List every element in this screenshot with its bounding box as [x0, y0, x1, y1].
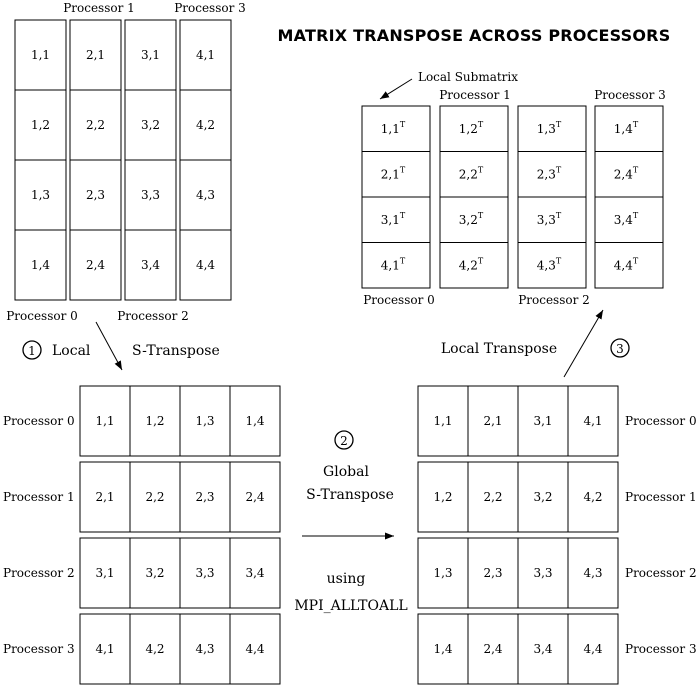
initial-cell: 3,4	[140, 258, 161, 272]
step-2-number: 2	[340, 434, 348, 448]
left-rows-cell: 3,2	[145, 566, 165, 580]
right-rows-cell: 4,2	[583, 490, 603, 504]
final-cell-index: 4,2	[458, 258, 478, 273]
transpose-superscript: T	[477, 210, 484, 220]
final-matrix	[362, 106, 663, 288]
right-rows-cell: 1,4	[433, 642, 453, 656]
transpose-superscript: T	[399, 256, 406, 266]
left-rows-cell: 2,4	[245, 490, 265, 504]
transpose-superscript: T	[632, 256, 639, 266]
initial-cell: 3,1	[140, 48, 161, 62]
right-rows-processor-label: Processor 2	[625, 566, 697, 580]
step-2-line-3: using	[326, 571, 366, 587]
final-cell-index: 2,4	[613, 167, 633, 182]
right-rows-processor-label: Processor 1	[625, 490, 697, 504]
transpose-superscript: T	[555, 210, 562, 220]
initial-bottom-label-0: Processor 0	[6, 309, 78, 323]
left-rows-cell: 1,4	[245, 414, 265, 428]
step-3-number: 3	[616, 342, 624, 356]
left-rows-processor-label: Processor 0	[3, 414, 75, 428]
right-rows-cell: 1,1	[433, 414, 453, 428]
final-cell-index: 3,2	[458, 212, 478, 227]
initial-cell: 2,4	[85, 258, 106, 272]
initial-cell: 4,3	[195, 188, 216, 202]
right-rows-cell: 3,2	[533, 490, 553, 504]
final-cell-index: 1,4	[613, 121, 633, 136]
initial-cell: 2,2	[85, 118, 106, 132]
final-top-label-1: Processor 1	[439, 88, 511, 102]
initial-cell: 3,2	[140, 118, 161, 132]
left-rows-cell: 2,1	[95, 490, 115, 504]
left-rows-cell: 4,3	[195, 642, 215, 656]
initial-cell: 2,3	[85, 188, 106, 202]
initial-cell: 1,2	[30, 118, 51, 132]
left-rows-cell: 4,1	[95, 642, 115, 656]
left-rows-cell: 3,4	[245, 566, 265, 580]
final-cell-index: 3,1	[380, 212, 400, 227]
initial-cell: 1,3	[30, 188, 51, 202]
initial-cell: 1,1	[30, 48, 51, 62]
step-1-number: 1	[28, 344, 36, 358]
transpose-superscript: T	[477, 119, 484, 129]
step-2-line-2: S-Transpose	[306, 487, 394, 503]
right-rows-cell: 2,2	[483, 490, 503, 504]
transpose-superscript: T	[477, 256, 484, 266]
local-submatrix-label: Local Submatrix	[417, 70, 519, 84]
final-cell-index: 1,1	[380, 121, 400, 136]
transpose-superscript: T	[555, 119, 562, 129]
transpose-superscript: T	[399, 210, 406, 220]
step-2-line-1: Global	[323, 464, 369, 480]
transpose-superscript: T	[399, 119, 406, 129]
transpose-superscript: T	[555, 165, 562, 175]
initial-matrix	[15, 20, 231, 300]
left-rows-processor-label: Processor 3	[3, 642, 75, 656]
final-bottom-label-0: Processor 0	[363, 293, 435, 307]
final-cell-index: 4,4	[613, 258, 633, 273]
transpose-superscript: T	[477, 165, 484, 175]
final-cell-index: 1,2	[458, 121, 478, 136]
global-s-transposed-matrix	[418, 386, 697, 684]
left-rows-cell: 2,3	[195, 490, 215, 504]
right-rows-cell: 2,3	[483, 566, 503, 580]
step-2-line-4: MPI_ALLTOALL	[294, 598, 408, 614]
initial-top-label-3: Processor 3	[174, 1, 246, 15]
right-rows-cell: 2,4	[483, 642, 503, 656]
left-rows-cell: 4,4	[245, 642, 265, 656]
local-s-transposed-matrix	[3, 386, 280, 684]
right-rows-cell: 1,3	[433, 566, 453, 580]
step-1-label-b: S-Transpose	[132, 343, 220, 359]
final-cell-index: 3,3	[536, 212, 556, 227]
transpose-superscript: T	[555, 256, 562, 266]
left-rows-cell: 1,1	[95, 414, 115, 428]
final-cell-index: 2,3	[536, 167, 556, 182]
left-rows-cell: 1,2	[145, 414, 165, 428]
transpose-superscript: T	[632, 210, 639, 220]
right-rows-cell: 4,1	[583, 414, 603, 428]
initial-bottom-label-2: Processor 2	[117, 309, 189, 323]
diagram-title: MATRIX TRANSPOSE ACROSS PROCESSORS	[277, 26, 671, 45]
right-rows-cell: 3,4	[533, 642, 553, 656]
final-cell-index: 2,2	[458, 167, 478, 182]
initial-cell: 3,3	[140, 188, 161, 202]
final-top-label-3: Processor 3	[594, 88, 666, 102]
right-rows-cell: 2,1	[483, 414, 503, 428]
right-rows-processor-label: Processor 3	[625, 642, 697, 656]
local-submatrix-arrow	[380, 79, 412, 99]
left-rows-processor-label: Processor 1	[3, 490, 75, 504]
transpose-superscript: T	[632, 165, 639, 175]
final-cell-index: 3,4	[613, 212, 633, 227]
final-cell-index: 2,1	[380, 167, 400, 182]
left-rows-cell: 3,3	[195, 566, 215, 580]
left-rows-cell: 2,2	[145, 490, 165, 504]
step-3-label: Local Transpose	[440, 341, 558, 357]
transpose-superscript: T	[399, 165, 406, 175]
transpose-superscript: T	[632, 119, 639, 129]
initial-cell: 4,1	[195, 48, 216, 62]
final-cell-index: 1,3	[536, 121, 556, 136]
final-cell-index: 4,1	[380, 258, 400, 273]
initial-cell: 2,1	[85, 48, 106, 62]
initial-top-label-1: Processor 1	[63, 1, 135, 15]
final-cell-index: 4,3	[536, 258, 556, 273]
final-bottom-label-2: Processor 2	[518, 293, 590, 307]
right-rows-cell: 1,2	[433, 490, 453, 504]
step-3-arrow	[564, 310, 603, 377]
right-rows-cell: 3,1	[533, 414, 553, 428]
left-rows-processor-label: Processor 2	[3, 566, 75, 580]
step-1-label-a: Local	[52, 343, 91, 359]
initial-cell: 4,2	[195, 118, 216, 132]
right-rows-cell: 4,4	[583, 642, 603, 656]
initial-cell: 1,4	[30, 258, 51, 272]
left-rows-cell: 1,3	[195, 414, 215, 428]
left-rows-cell: 4,2	[145, 642, 165, 656]
right-rows-processor-label: Processor 0	[625, 414, 697, 428]
left-rows-cell: 3,1	[95, 566, 115, 580]
step-1-arrow	[96, 322, 122, 370]
right-rows-cell: 3,3	[533, 566, 553, 580]
initial-cell: 4,4	[195, 258, 216, 272]
right-rows-cell: 4,3	[583, 566, 603, 580]
